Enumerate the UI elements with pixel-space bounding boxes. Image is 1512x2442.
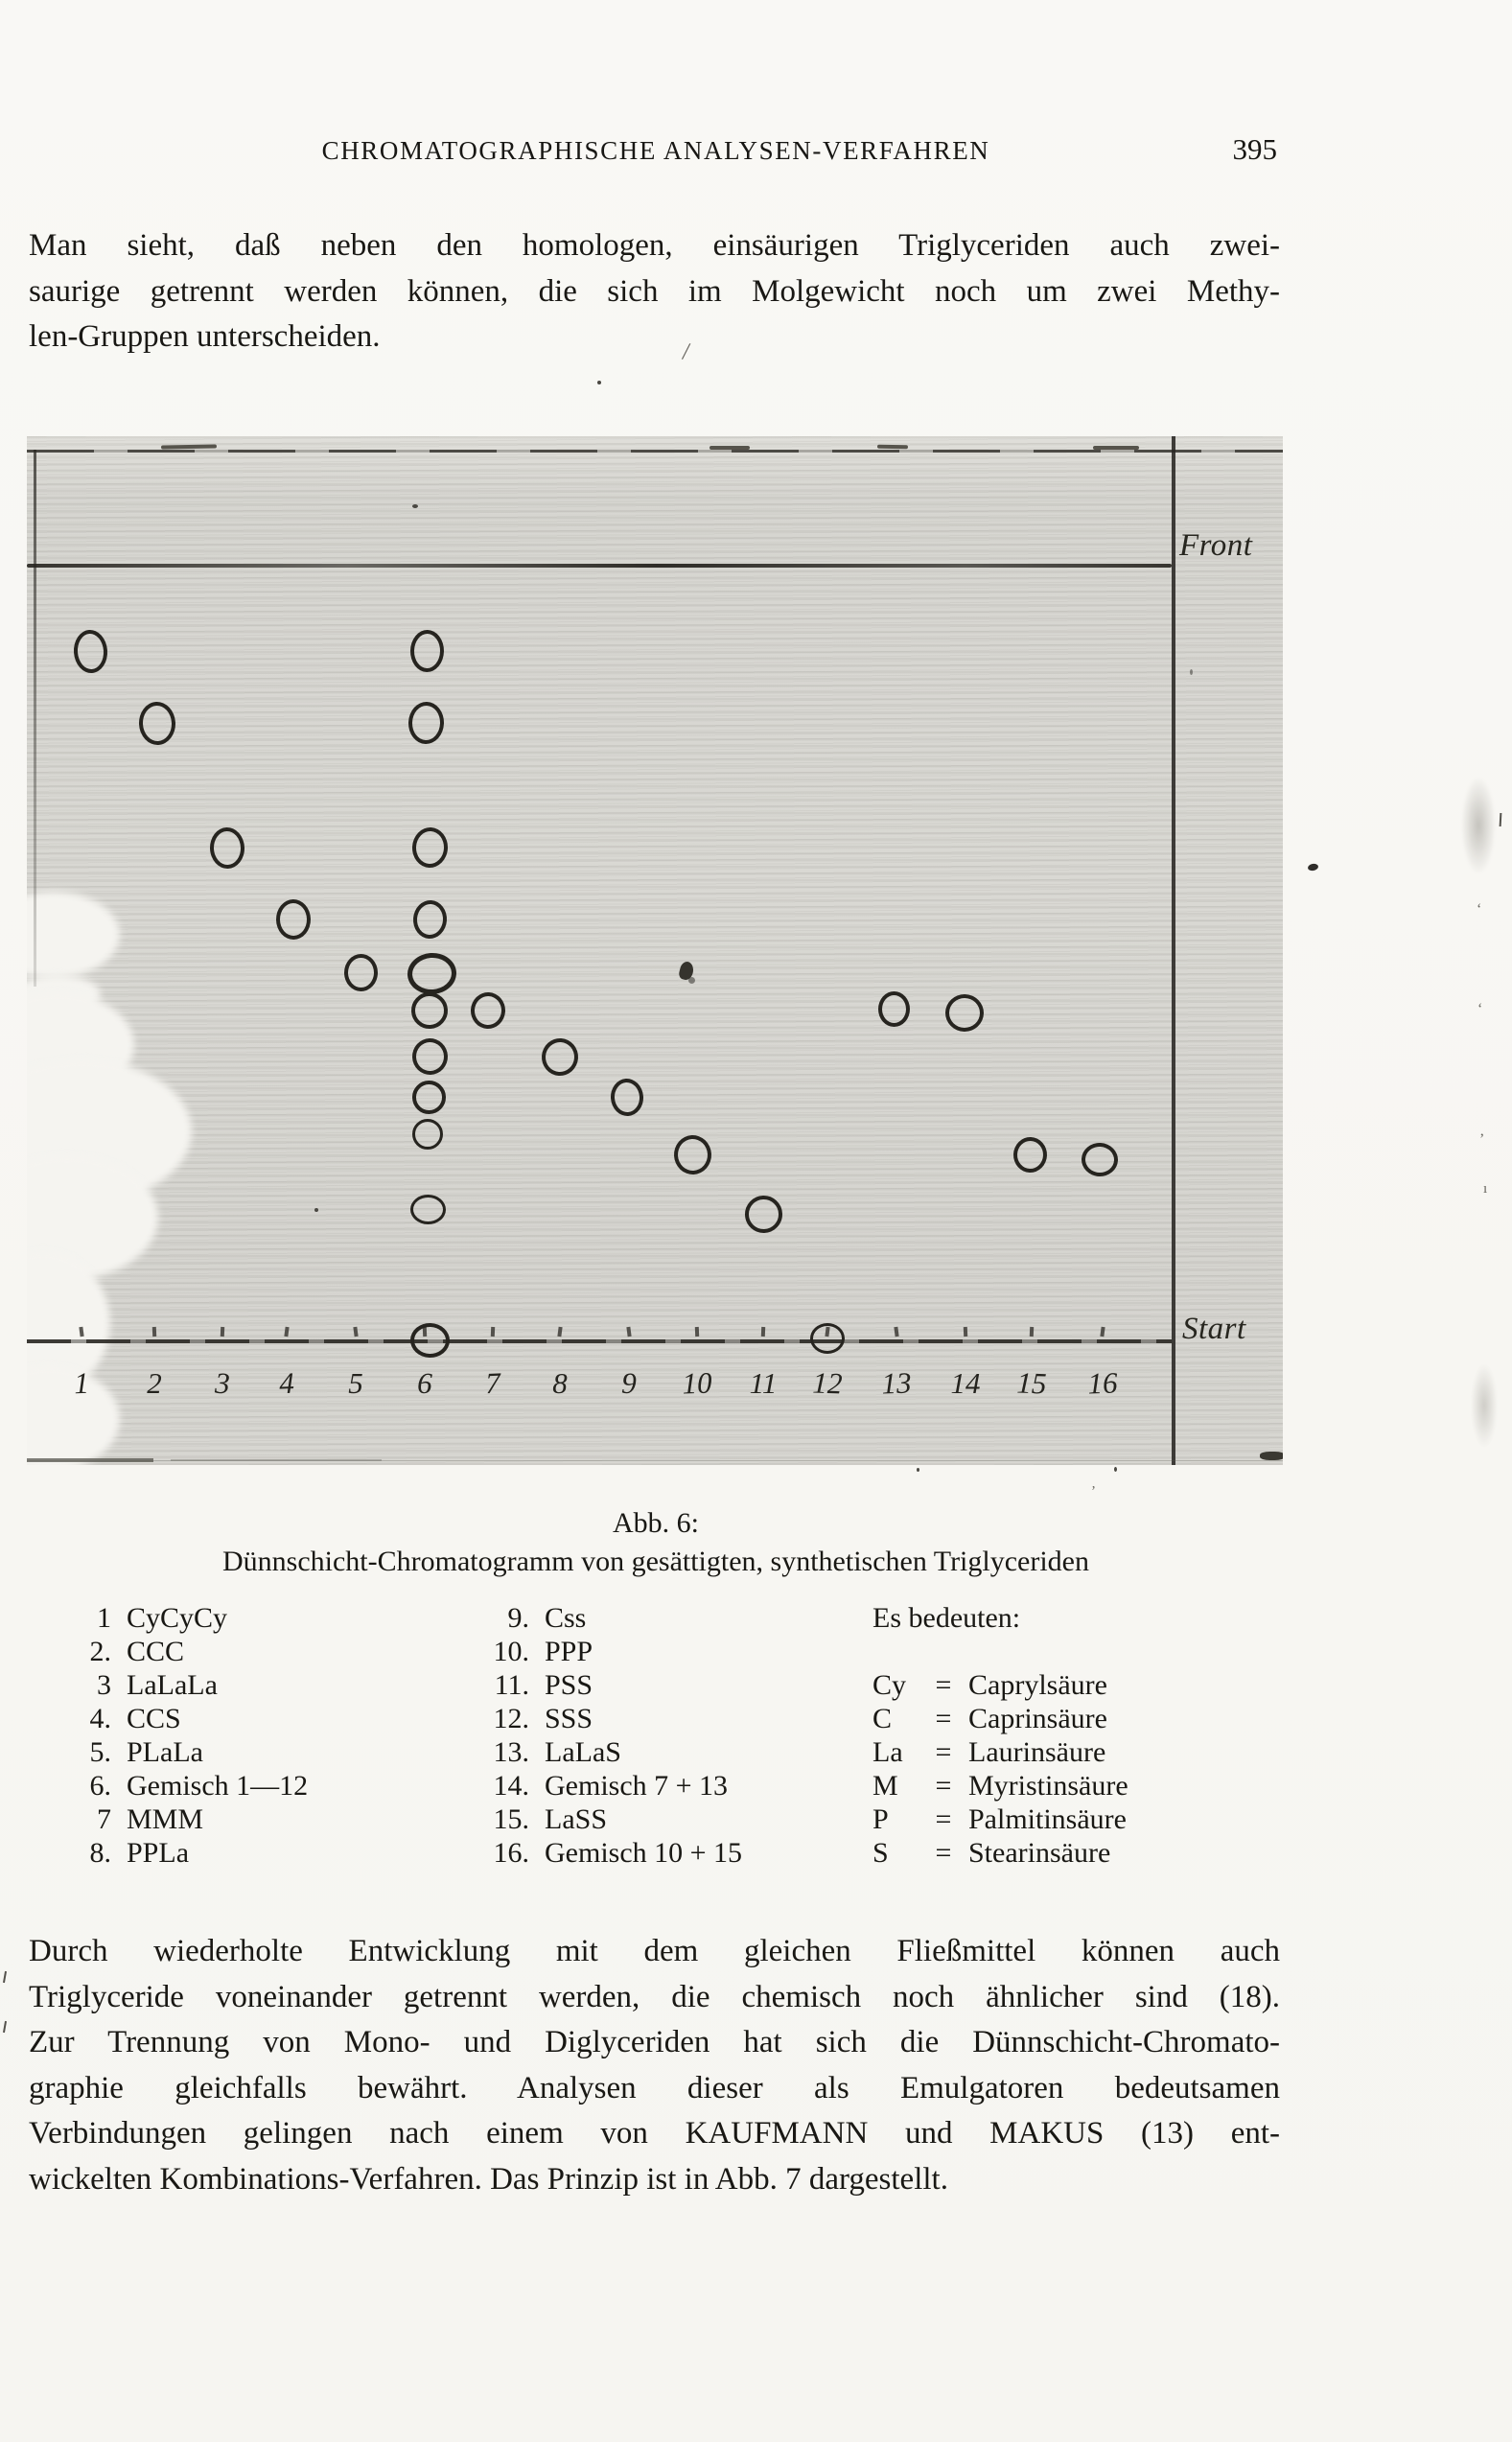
start-line-tick [284,1327,289,1337]
legend-item [75,1735,439,1769]
start-line-tick [894,1327,898,1337]
scan-speck [597,381,601,384]
scan-smudge [1461,777,1496,874]
legend-key-abbr: M [872,1770,898,1802]
chromatogram-spot [276,899,312,941]
start-line-tick [557,1327,562,1337]
lane-number: 14 [950,1366,981,1400]
lane-number: 16 [1086,1365,1119,1401]
chromatogram-spot [410,826,448,869]
paragraph-line: len-Gruppen unterscheiden. [29,319,381,355]
legend-key-abbr: Cy [872,1669,907,1701]
equals-sign: = [935,1736,952,1768]
legend-item-number: 4. [89,1703,111,1734]
legend-key-name: Caprinsäure [968,1703,1107,1734]
lane-number: 4 [278,1365,295,1401]
legend-column-3 [872,1601,1294,1870]
start-line-tick [964,1327,967,1337]
chromatogram-spot [1081,1142,1119,1177]
paragraph-line: Verbindungen gelingen nach einem von KAUFMANN und MAKUS (13) ent- [29,2116,1280,2151]
lane-number: 1 [73,1365,90,1401]
legend-item-number: 5. [89,1736,111,1768]
legend-item-label: Gemisch 1—12 [127,1770,309,1802]
lane-number: 3 [214,1365,231,1401]
legend-item [75,1601,439,1635]
scan-speck [1093,446,1139,450]
legend-key-name: Laurinsäure [968,1736,1106,1768]
legend-item [75,1836,439,1870]
legend-item-label: PPP [545,1636,593,1667]
start-line-tick [353,1327,358,1337]
scan-speck [877,445,908,450]
scan-speck [314,1208,318,1212]
chromatogram-spot [344,954,378,991]
legend-item-number: 7 [97,1803,111,1835]
legend-item-number: 3 [97,1669,111,1701]
start-line-tick [1100,1327,1105,1337]
figure-vertical-rule [1172,436,1175,1465]
legend-item-label: LaSS [545,1803,608,1835]
legend-item-number: 12. [493,1703,529,1734]
equals-sign: = [935,1669,952,1701]
legend-item-label: PSS [545,1669,593,1701]
chromatogram-spot [470,991,506,1030]
chromatogram-spot [409,1322,450,1358]
plate-left-edge [34,450,36,987]
equals-sign: = [935,1803,952,1835]
scan-speck [412,504,418,508]
lane-number: 12 [811,1365,844,1401]
legend-item-label: PLaLa [127,1736,203,1768]
legend-key-item [872,1735,1294,1769]
scan-speck [3,1971,7,1983]
legend-key-item [872,1769,1294,1802]
equals-sign: = [935,1837,952,1869]
chromatogram-spot [810,1323,846,1355]
legend-item [75,1702,439,1735]
lane-number: 9 [620,1365,638,1401]
legend-column-2 [472,1601,836,1870]
chromatogram-spot [411,899,448,940]
legend-key-abbr: La [872,1736,903,1768]
chromatogram-spot [411,1080,446,1114]
chromatogram-spot [138,701,176,746]
legend-item [472,1635,836,1668]
scan-speck [161,444,217,449]
start-label: Start [1182,1312,1246,1346]
legend-item [75,1668,439,1702]
chromatogram-figure [27,436,1283,1465]
figure-caption-subtitle: Dünnschicht-Chromatogramm von gesättigten, synthetischen Triglyceriden [221,1546,1089,1577]
scan-speck [3,2021,7,2033]
scan-smudge [1471,1363,1498,1448]
chromatogram-spot [411,1037,448,1075]
legend-key-abbr: S [872,1837,889,1869]
start-line-tick [152,1327,156,1337]
start-line-tick [221,1327,224,1337]
legend-item-number: 10. [493,1636,529,1667]
page-number: 395 [1232,132,1277,166]
scan-speck [709,446,750,450]
dark-smudge [688,977,695,984]
legend-item-number: 8. [89,1837,111,1869]
legend-key-name: Myristinsäure [968,1770,1128,1802]
scan-speck: ʼ [1091,1484,1096,1500]
lane-number: 2 [147,1366,162,1400]
chromatogram-spot [672,1134,711,1175]
lane-number: 6 [416,1365,433,1401]
legend-item [75,1769,439,1802]
plate-top-edge [27,450,1283,453]
legend-column-1 [75,1601,439,1870]
page-header: CHROMATOGRAPHISCHE ANALYSEN-VERFAHREN [321,136,990,165]
scan-speck: ʼ [1479,1131,1485,1148]
scan-speck [917,1468,919,1472]
legend-key-item [872,1702,1294,1735]
legend-key-name: Caprylsäure [968,1669,1107,1701]
legend-item [75,1802,439,1836]
chromatogram-spot [1012,1136,1047,1173]
lane-number: 7 [484,1365,501,1401]
paragraph-line: Durch wiederholte Entwicklung mit dem gleichen Fließmittel können auch [29,1934,1280,1968]
scan-speck [1260,1452,1283,1460]
chromatogram-spot [945,993,985,1032]
legend-item-number: 9. [507,1602,529,1634]
legend-key-name: Palmitinsäure [968,1803,1127,1835]
lane-number: 15 [1015,1365,1048,1401]
paragraph-line: saurige getrennt werden können, die sich im Molgewicht noch um zwei Methy- [29,273,1280,309]
front-label: Front [1179,528,1253,563]
scan-speck: / [681,337,692,366]
paragraph-line: Zur Trennung von Mono- und Diglyceriden hat sich die Dünnschicht-Chromato- [29,2025,1280,2060]
legend-key-abbr: P [872,1803,889,1835]
legend-item-number: 14. [493,1770,529,1802]
legend-item-number: 13. [493,1736,529,1768]
start-line-tick [1030,1327,1034,1337]
legend-key-name: Stearinsäure [968,1837,1111,1869]
chromatogram-spot [409,630,444,673]
legend-item-label: LaLaLa [127,1669,218,1701]
legend-item-label: CCC [127,1636,185,1667]
legend-item [472,1802,836,1836]
chromatogram-spot [610,1077,645,1116]
legend-item-label: PPLa [127,1837,190,1869]
legend-item [472,1668,836,1702]
legend-item-label: Css [545,1602,587,1634]
paragraph-line: graphie gleichfalls bewährt. Analysen dieser als Emulgatoren bedeutsamen [29,2070,1280,2105]
start-line-tick [626,1327,631,1337]
front-line [27,564,1172,568]
scan-white-patch [27,892,120,978]
chromatogram-spot [72,628,108,673]
lane-number: 5 [348,1366,363,1400]
chromatogram-spot [410,991,449,1030]
chromatogram-spot [407,701,445,744]
legend-item-number: 2. [89,1636,111,1667]
legend-item-label: MMM [127,1803,204,1835]
legend-key-item [872,1802,1294,1836]
legend-item-number: 15. [493,1803,529,1835]
chromatogram-spot [406,951,457,995]
scan-speck [1307,863,1318,872]
scan-speck [1500,813,1502,826]
legend-item-label: LaLaS [545,1736,621,1768]
chromatogram-spot [878,991,910,1027]
legend-item-label: CCS [127,1703,181,1734]
paragraph-line: Man sieht, daß neben den homologen, einsäurigen Triglyceriden auch zwei- [29,228,1280,263]
equals-sign: = [935,1770,952,1802]
legend-item-label: SSS [545,1703,593,1734]
lane-number: 10 [681,1365,713,1401]
legend-item [472,1836,836,1870]
chromatogram-spot [412,1119,443,1150]
scan-speck [1114,1467,1117,1472]
scan-speck: ʻ [1477,1001,1483,1017]
scan-speck: ı [1483,1181,1488,1197]
chromatogram-spot [744,1195,782,1233]
figure-caption-title: Abb. 6: [613,1507,699,1539]
legend-item [472,1735,836,1769]
paragraph-line: wickelten Kombinations-Verfahren. Das Prinzip ist in Abb. 7 dargestellt. [29,2161,948,2197]
chromatogram-spot [209,826,244,869]
legend-item [472,1702,836,1735]
legend-item-number: 16. [493,1837,529,1869]
start-line [27,1339,1172,1343]
chromatogram-spot [409,1194,446,1224]
chromatogram-spot [541,1036,580,1077]
legend-item [75,1635,439,1668]
legend-key-item [872,1668,1294,1702]
lane-number: 13 [880,1365,913,1401]
lane-number: 11 [749,1366,778,1400]
legend-key-abbr: C [872,1703,893,1734]
legend-item-label: CyCyCy [127,1602,228,1634]
lane-number: 8 [552,1366,568,1400]
intro-paragraph [29,223,1280,360]
body-paragraph [29,1929,1280,2203]
legend-key-item [872,1836,1294,1870]
legend-item [472,1769,836,1802]
legend-item-number: 1 [97,1602,111,1634]
legend-item [472,1601,836,1635]
paragraph-line: Triglyceride voneinander getrennt werden, die chemisch noch ähnlicher sind (18). [29,1979,1280,2014]
legend-item-number: 11. [494,1669,529,1701]
scan-speck: ʻ [1477,901,1482,918]
start-line-tick [491,1327,495,1337]
plate-bottom-edge [27,1460,1283,1461]
start-line-tick [761,1327,765,1337]
legend-item-label: Gemisch 10 + 15 [545,1837,743,1869]
start-line-tick [695,1327,699,1337]
legend-item-number: 6. [89,1770,111,1802]
legend-key-header: Es bedeuten: [872,1602,1021,1634]
legend-item-label: Gemisch 7 + 13 [545,1770,729,1802]
scan-speck [1190,669,1193,675]
equals-sign: = [935,1703,952,1734]
